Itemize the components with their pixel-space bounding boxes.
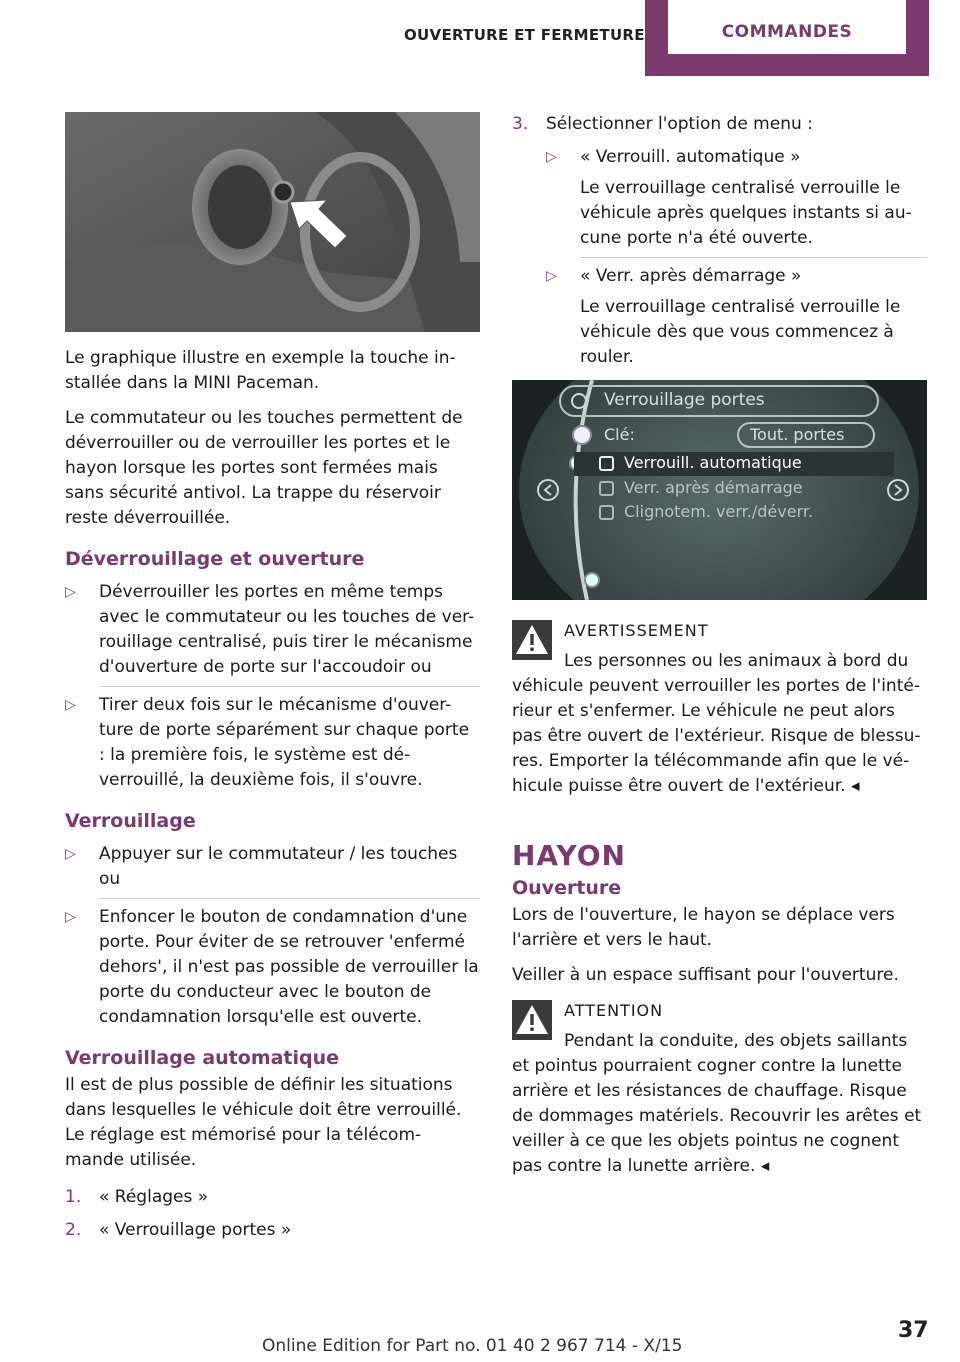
screen-item-selected: Verrouill. automatique — [624, 453, 802, 472]
heading-ouverture: Ouverture — [512, 877, 622, 899]
chapter-tab-label: COMMANDES — [721, 22, 853, 42]
dashboard-button-photo — [65, 112, 480, 332]
triangle-bullet-icon: ▷ — [546, 149, 557, 165]
triangle-bullet-icon: ▷ — [65, 846, 76, 862]
intro-paragraph: Le commutateur ou les touches permettent de déverrouiller ou de verrouiller les portes et le hayon lorsque les portes sont fermées mais sans sécurité antivol. La trappe du réservoir reste déverrouillée. — [65, 408, 463, 528]
hayon-paragraph-2: Veiller à un espace suffisant pour l'ouverture. — [512, 965, 899, 985]
step-item: 2. « Verrouillage portes » — [65, 1220, 292, 1240]
warning-text: Les personnes ou les animaux à bord du véhicule peuvent verrouiller les portes de l'inté-rieur et s'enfermer. Le véhicule ne peut alors pas être ouvert de l'extérieur. Risque de blessu-res. Emporter la télécommande afin que le vé-hicule puisse être ouvert de l'extérieur. ◂ — [512, 651, 921, 796]
triangle-bullet-icon: ▷ — [546, 268, 557, 284]
screen-item: Verr. après démarrage — [624, 478, 803, 497]
right-column-bottom — [512, 618, 927, 1189]
warning-block — [512, 618, 927, 643]
screen-title: Verrouillage portes — [604, 390, 765, 410]
heading-unlock: Déverrouillage et ouverture — [65, 548, 365, 570]
step-item: 3. Sélectionner l'option de menu : — [512, 114, 813, 134]
list-item: ▷ Appuyer sur le commutateur / les touches ou — [65, 842, 480, 899]
heading-auto-lock: Verrouillage automatique — [65, 1047, 340, 1069]
page-number: 37 — [898, 1318, 929, 1343]
idrive-screen — [512, 380, 927, 600]
screen-item: Clignotem. verr./déverr. — [624, 502, 814, 521]
auto-lock-paragraph: Il est de plus possible de définir les situations dans lesquelles le véhicule doit être verrouillé. Le réglage est mémorisé pour la télécom-mande utilisée. — [65, 1075, 462, 1170]
triangle-bullet-icon: ▷ — [65, 909, 76, 925]
list-item: ▷ Tirer deux fois sur le mécanisme d'ouver-ture de porte séparément sur chaque porte : la première fois, le système est dé-verrouillé, la deuxième fois, il s'ouvre. — [65, 695, 470, 790]
right-column-top — [512, 112, 927, 382]
list-item: ▷ Déverrouiller les portes en même temps avec le commutateur ou les touches de ver-rouillage centralisé, puis tirer le mécanisme d'ouverture de porte sur l'accoudoir ou — [65, 580, 480, 687]
attention-text: Pendant la conduite, des objets saillants et pointus pourraient cogner contre la lunette arrière et les résistances de chauffage. Risque de dommages matériels. Recouvrir les arêtes et veiller à ce que les objets pointus ne cognent pas contre la lunette arrière. ◂ — [512, 1031, 922, 1176]
list-item: ▷ Enfoncer le bouton de condamnation d'une porte. Pour éviter de se retrouver 'enfermé dehors', il n'est pas possible de verrouiller la porte du conducteur avec le bouton de condamnation lorsqu'elle est ouverte. — [65, 907, 479, 1027]
step3-list — [512, 112, 927, 137]
attention-title: ATTENTION — [564, 1001, 664, 1020]
list-item: ▷ « Verr. après démarrage » Le verrouillage centralisé verrouille le véhicule dès que vous commencez à rouler. — [546, 266, 901, 367]
running-header-section: OUVERTURE ET FERMETURE — [404, 26, 645, 44]
image-caption: Le graphique illustre en exemple la touche in-stallée dans la MINI Paceman. — [65, 348, 456, 393]
unlock-list — [65, 580, 480, 793]
hayon-paragraph-1: Lors de l'ouverture, le hayon se déplace vers l'arrière et vers le haut. — [512, 905, 895, 950]
footer-edition: Online Edition for Part no. 01 40 2 967 714 - X/15 — [262, 1336, 683, 1356]
triangle-bullet-icon: ▷ — [65, 584, 76, 600]
list-item: ▷ « Verrouill. automatique » Le verrouillage centralisé verrouille le véhicule après quelques instants si au-cune porte n'a été ouverte. — [546, 145, 927, 258]
left-column — [65, 346, 480, 1251]
screen-key-value: Tout. portes — [750, 425, 845, 444]
attention-icon — [512, 1000, 552, 1040]
warning-title: AVERTISSEMENT — [564, 621, 709, 640]
attention-block — [512, 998, 927, 1023]
steps-list — [65, 1185, 480, 1243]
warning-icon — [512, 620, 552, 660]
heading-hayon: HAYON — [512, 839, 626, 872]
triangle-bullet-icon: ▷ — [65, 697, 76, 713]
option-list — [546, 145, 927, 370]
heading-lock: Verrouillage — [65, 810, 196, 832]
lock-list — [65, 842, 480, 1030]
screen-key-label: Clé: — [604, 425, 635, 444]
step-item: 1. « Réglages » — [65, 1187, 209, 1207]
